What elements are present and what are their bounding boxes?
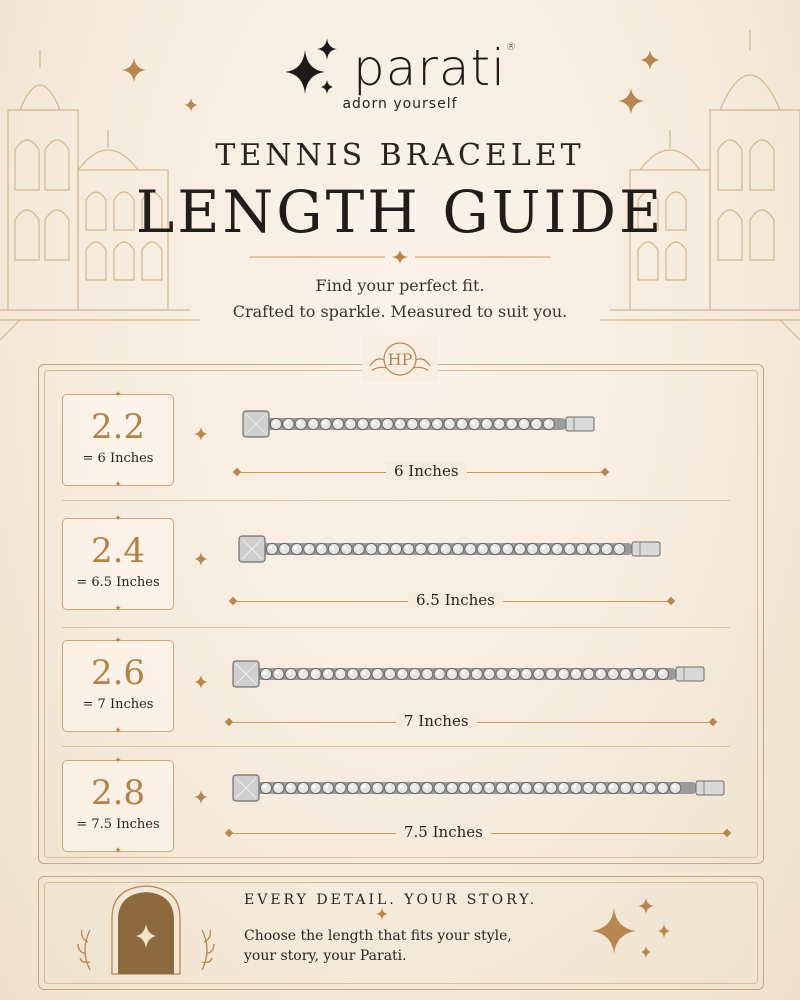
footer-heading: EVERY DETAIL. YOUR STORY. xyxy=(244,892,538,908)
sparkle-icon xyxy=(588,896,678,966)
box-ornament: ✦ xyxy=(114,390,122,400)
size-equivalent: = 7.5 Inches xyxy=(76,817,160,832)
brand-logo xyxy=(0,36,800,100)
size-number: 2.4 xyxy=(90,531,146,571)
size-number: 2.6 xyxy=(90,653,146,693)
box-ornament: ✦ xyxy=(114,514,122,524)
length-label: 6.5 Inches xyxy=(408,591,503,609)
arch-window-icon xyxy=(76,884,216,978)
size-box xyxy=(62,390,174,490)
sparkle-icon xyxy=(194,552,208,566)
size-number: 2.8 xyxy=(90,773,146,813)
sparkle-icon xyxy=(194,675,208,689)
registered-mark: ® xyxy=(506,42,518,53)
footer-line-2: your story, your Parati. xyxy=(244,948,407,964)
box-ornament: ✦ xyxy=(114,756,122,766)
length-measure xyxy=(230,591,674,611)
bracelet-image xyxy=(238,533,662,563)
box-ornament: ✦ xyxy=(114,604,122,614)
sparkle-icon xyxy=(194,790,208,804)
size-box xyxy=(62,514,174,614)
sparkle-icon xyxy=(376,908,388,920)
size-equivalent: = 6 Inches xyxy=(82,451,154,466)
size-equivalent: = 6.5 Inches xyxy=(76,575,160,590)
monogram-emblem xyxy=(362,336,438,382)
bracelet-image xyxy=(232,772,726,802)
brand-tagline: adorn yourself xyxy=(342,96,458,112)
box-ornament: ✦ xyxy=(114,480,122,490)
row-separator xyxy=(62,627,730,628)
intro-line-1: Find your perfect fit. xyxy=(315,276,485,295)
page-subtitle: TENNIS BRACELET xyxy=(215,138,585,173)
brand-name: parati xyxy=(352,39,507,97)
footer-line-1: Choose the length that fits your style, xyxy=(244,928,512,944)
sparkle-icon xyxy=(283,36,339,100)
title-divider xyxy=(240,250,560,264)
box-ornament: ✦ xyxy=(114,636,122,646)
row-separator xyxy=(62,500,730,501)
length-measure xyxy=(226,823,730,843)
length-label: 6 Inches xyxy=(386,462,467,480)
size-number: 2.2 xyxy=(90,407,146,447)
length-label: 7.5 Inches xyxy=(396,823,491,841)
intro-line-2: Crafted to sparkle. Measured to suit you. xyxy=(232,302,568,321)
box-ornament: ✦ xyxy=(114,726,122,736)
size-equivalent: = 7 Inches xyxy=(82,697,154,712)
monogram-text: HP xyxy=(387,350,413,369)
size-box xyxy=(62,636,174,736)
length-measure xyxy=(234,462,608,482)
box-ornament: ✦ xyxy=(114,846,122,856)
length-label: 7 Inches xyxy=(396,712,477,730)
length-measure xyxy=(226,712,716,732)
sparkle-icon xyxy=(194,427,208,441)
size-box xyxy=(62,756,174,856)
bracelet-image xyxy=(242,408,596,438)
page-title: LENGTH GUIDE xyxy=(135,178,665,246)
bracelet-image xyxy=(232,658,706,688)
row-separator xyxy=(62,746,730,747)
